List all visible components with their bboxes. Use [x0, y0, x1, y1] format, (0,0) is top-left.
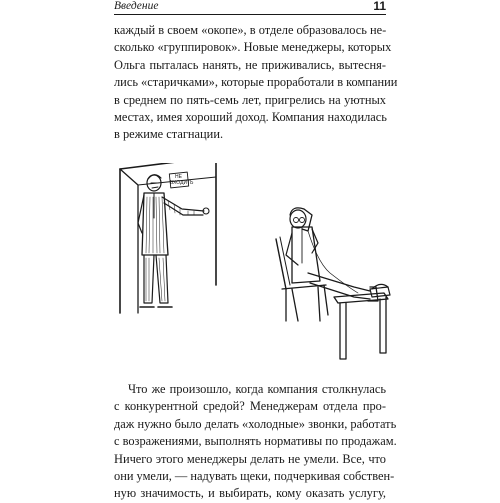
paragraph-2-line: ную значимость, и выбирать, кому оказать услугу, [114, 486, 386, 501]
header-rule [114, 14, 386, 15]
paragraph-2-line: даж нужно было делать «холодные» звонки, работать [114, 416, 397, 431]
door-scene [120, 163, 216, 313]
page-header [114, 0, 386, 16]
phone-scene [276, 208, 390, 359]
door-sign-text-2: ВХОДИТЬ [170, 180, 194, 186]
running-title: Введение [114, 0, 159, 12]
paragraph-2-line: они умели, — надувать щеки, подчеркивая собствен- [114, 469, 395, 484]
paragraph-1-line: сколько «группировок». Новые менеджеры, которых [114, 40, 392, 55]
paragraph-2-line: Что же произошло, когда компания столкнулась [128, 382, 386, 396]
door-sign [169, 172, 194, 188]
paragraph-1-line: в среднем по пять-семь лет, пригрелись на уютных [114, 92, 386, 107]
page-number: 11 [373, 0, 386, 13]
paragraph-1-line: Ольга пыталась нанять, не приживались, вытесня- [114, 57, 386, 72]
paragraph-1-line: местах, имея хороший доход. Компания находилась [114, 110, 387, 125]
door-sign-text-1: НЕ [175, 174, 182, 180]
paragraph-2-line: Ничего этого менеджеры делать не умели. Все, что [114, 451, 386, 466]
paragraph-1 [114, 22, 398, 144]
cartoon-illustration [108, 163, 398, 363]
paragraph-1-line: в режиме стагнации. [114, 127, 224, 142]
paragraph-2-line: с возражениями, выполнять нормативы по продажам. [114, 434, 397, 449]
paragraph-1-line: каждый в своем «окопе», в отделе образовалось не- [114, 23, 387, 37]
paragraph-2 [114, 381, 397, 503]
paragraph-2-line: с конкурентной средой? Менеджерам отдела про- [114, 399, 386, 414]
paragraph-1-line: лись «старичками», которые проработали в компании [114, 75, 398, 90]
